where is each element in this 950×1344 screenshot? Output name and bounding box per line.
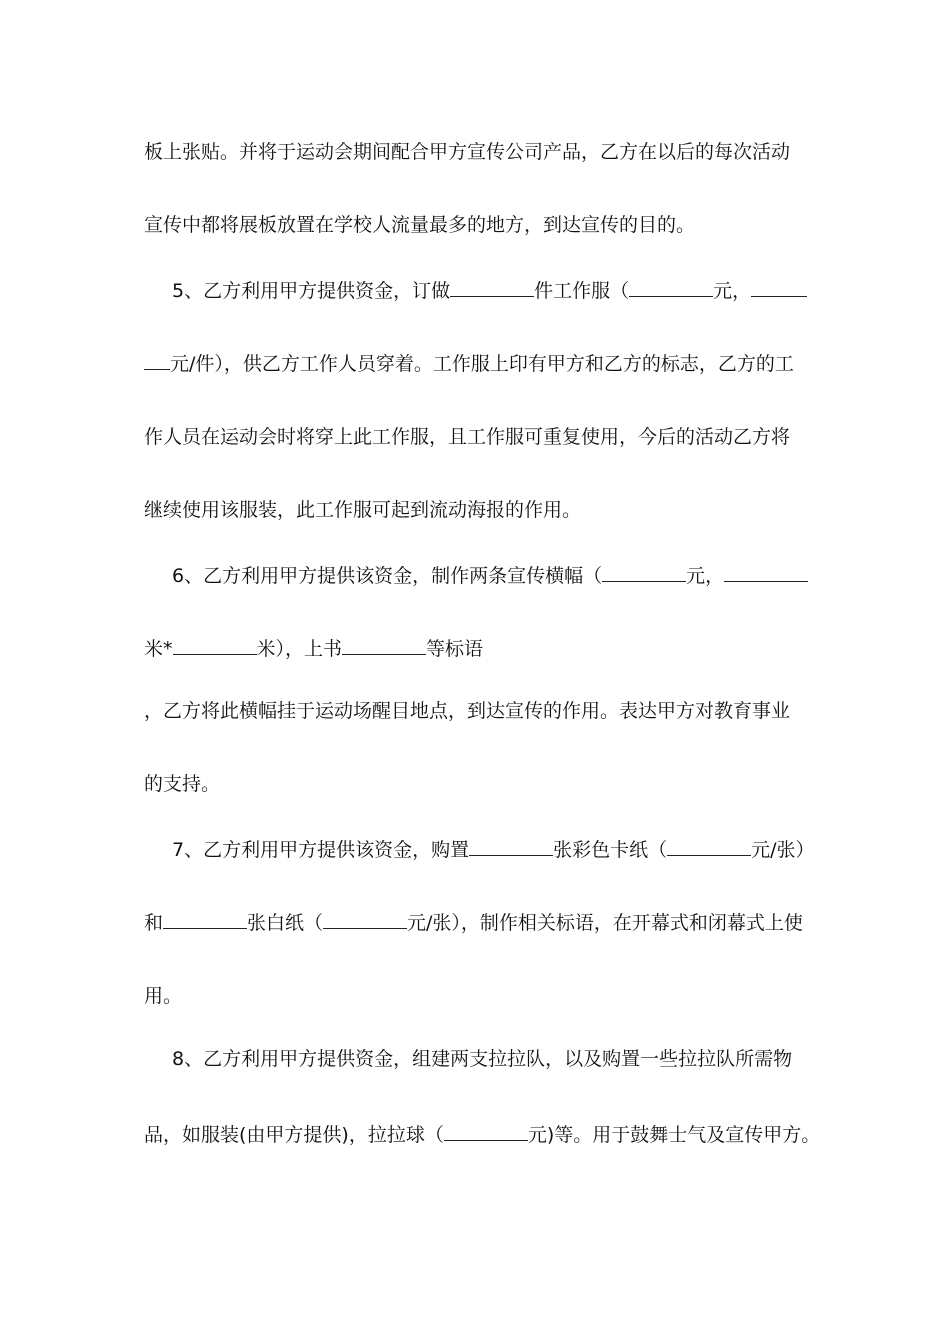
paragraph-line	[144, 211, 824, 239]
item-8-line-2	[144, 1120, 824, 1148]
fill-blank-banner-price[interactable]	[602, 561, 686, 582]
fill-blank-banner-width[interactable]	[173, 634, 257, 655]
text: 继续使用该服装，此工作服可起到流动海报的作用。	[144, 499, 582, 521]
fill-blank-pompom-price[interactable]	[444, 1120, 528, 1141]
fill-blank-banner-length[interactable]	[724, 561, 808, 582]
item-6-line-1	[172, 561, 852, 589]
item-7-line-2	[144, 908, 824, 936]
text: 宣传中都将展板放置在学校人流量最多的地方，到达宣传的目的。	[144, 214, 696, 236]
text: 元/件），供乙方工作人员穿着。工作服上印有甲方和乙方的标志，乙方的工	[170, 353, 794, 375]
fill-blank-white-paper-price[interactable]	[323, 908, 407, 929]
text: 等标语	[426, 638, 484, 660]
paragraph-line	[144, 138, 824, 166]
item-8-line-1	[172, 1045, 852, 1073]
text: 作人员在运动会时将穿上此工作服，且工作服可重复使用，今后的活动乙方将	[144, 426, 791, 448]
text: 的支持。	[144, 773, 221, 795]
text: 元)等。用于鼓舞士气及宣传甲方。	[527, 1124, 821, 1146]
fill-blank-quantity[interactable]	[450, 276, 534, 297]
paragraph-line	[144, 423, 824, 451]
item-5-line-1	[172, 276, 852, 304]
item-7-line-1	[172, 835, 852, 863]
fill-blank-white-paper-count[interactable]	[163, 908, 247, 929]
text: 件工作服（	[534, 280, 630, 302]
text: 板上张贴。并将于运动会期间配合甲方宣传公司产品，乙方在以后的每次活动	[144, 141, 791, 163]
text: 元，	[713, 280, 752, 302]
paragraph-line	[144, 770, 824, 798]
text: 和	[144, 912, 164, 934]
fill-blank-total-price[interactable]	[629, 276, 713, 297]
paragraph-line	[144, 496, 824, 524]
text: 元，	[686, 565, 725, 587]
text: ，乙方将此横幅挂于运动场醒目地点，到达宣传的作用。表达甲方对教育事业	[144, 700, 791, 722]
item-6-line-2	[144, 634, 824, 662]
paragraph-line	[144, 697, 824, 725]
text: 7、乙方利用甲方提供该资金，购置	[172, 839, 470, 861]
text: 6、乙方利用甲方提供该资金，制作两条宣传横幅（	[172, 565, 603, 587]
text: 品，如服装(由甲方提供)，拉拉球（	[144, 1124, 444, 1146]
text: 用。	[144, 985, 183, 1007]
text: 米），上书	[256, 638, 343, 660]
fill-blank-color-card-price[interactable]	[667, 835, 751, 856]
paragraph-line	[144, 982, 824, 1010]
text: 8、乙方利用甲方提供资金，组建两支拉拉队，以及购置一些拉拉队所需物	[172, 1048, 793, 1070]
fill-blank-color-card-count[interactable]	[469, 835, 553, 856]
fill-blank-slogan[interactable]	[342, 634, 426, 655]
text: 张白纸（	[247, 912, 324, 934]
text: 元/张）	[751, 839, 815, 861]
fill-blank-unit-price-part2[interactable]	[144, 349, 170, 370]
text: 米*	[144, 638, 173, 660]
text: 张彩色卡纸（	[553, 839, 668, 861]
text: 5、乙方利用甲方提供资金，订做	[172, 280, 451, 302]
item-5-line-2	[144, 349, 824, 377]
fill-blank-unit-price-part1[interactable]	[751, 276, 807, 297]
text: 元/张），制作相关标语，在开幕式和闭幕式上使	[407, 912, 803, 934]
